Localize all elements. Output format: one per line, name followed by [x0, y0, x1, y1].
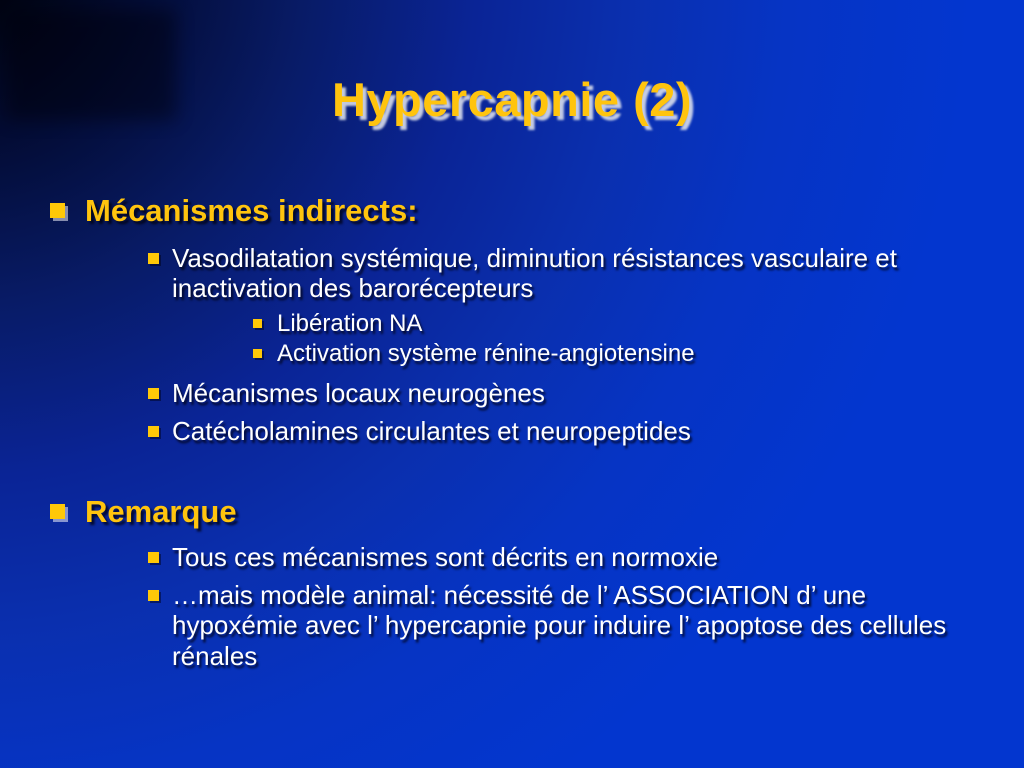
bullet-item-tous-ces-mecanismes [148, 542, 718, 572]
square-bullet-icon [50, 504, 65, 519]
bullet-item-catecholamines [148, 416, 691, 446]
bullet-item-mais-modele-animal [148, 580, 977, 671]
slide-title: Hypercapnie (2) [331, 73, 693, 126]
bullet-item-liberation-na [253, 310, 422, 338]
square-bullet-icon [148, 388, 159, 399]
square-bullet-icon [253, 349, 262, 358]
bullet-item-mecanismes-locaux [148, 378, 545, 408]
bullet-text: Libération NA [277, 310, 423, 337]
square-bullet-icon [148, 426, 159, 437]
square-bullet-icon [50, 203, 65, 218]
square-bullet-icon [253, 319, 262, 328]
bullet-text: Catécholamines circulantes et neuropeptides [172, 416, 691, 446]
bullet-text: Vasodilatation systémique, diminution résistances vasculaire et inactivation des barorécepteurs [172, 243, 897, 304]
bullet-text: …mais modèle animal: nécessité de l’ ASSOCIATION d’ une hypoxémie avec l’ hypercapnie pour induire l’ apoptose des cellules rénales [172, 580, 947, 671]
bullet-text: Mécanismes indirects: [85, 193, 418, 228]
bullet-text: Remarque [85, 494, 237, 529]
bullet-item-activation-renine [253, 340, 695, 368]
bullet-item-vasodilatation [148, 243, 977, 304]
bullet-text: Tous ces mécanismes sont décrits en normoxie [172, 542, 719, 572]
square-bullet-icon [148, 590, 159, 601]
bullet-item-mecanismes-indirects [50, 193, 418, 229]
bullet-text: Activation système rénine-angiotensine [277, 340, 695, 367]
square-bullet-icon [148, 552, 159, 563]
bullet-text: Mécanismes locaux neurogènes [172, 378, 545, 408]
bullet-item-remarque [50, 494, 237, 530]
square-bullet-icon [148, 253, 159, 264]
